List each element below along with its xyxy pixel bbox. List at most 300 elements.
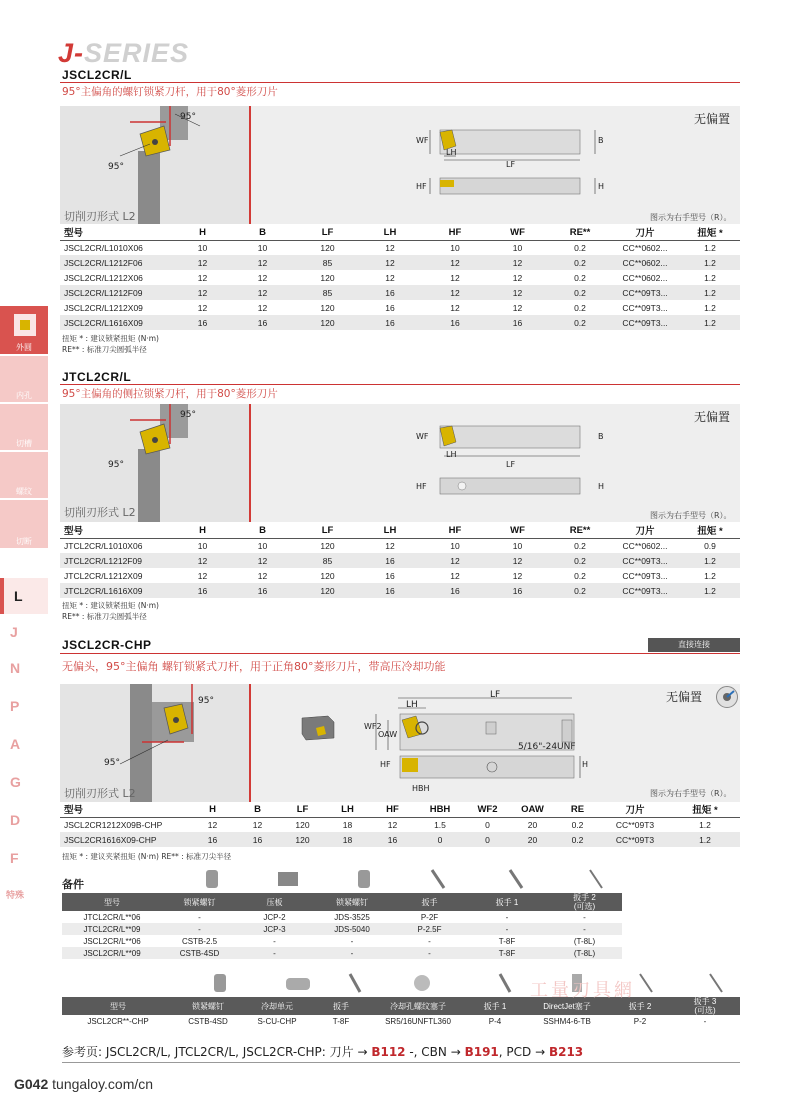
dimension-drawing [410,420,610,510]
table-cell: - [162,923,237,935]
col-header: LF [300,523,355,538]
col-header: B [225,225,300,240]
table-cell: 12 [252,819,263,830]
col-header: LH [355,225,425,240]
table-cell: CC**09T3 [600,832,670,847]
table-cell: 0 [415,832,465,847]
table-row [60,315,740,330]
table-cell: 0 [485,819,490,830]
table-cell: 18 [342,819,353,830]
col-header: 型号 [60,523,180,538]
table-cell: JSCL2CR/L**09 [62,947,162,959]
col-header: H [180,523,225,538]
acc-col-header: 扳手 1 [466,997,524,1015]
table-row [60,832,740,847]
table-cell: 12 [257,272,268,283]
col-header: HF [425,225,485,240]
section-code: JSCL2CR-CHP [62,638,152,652]
table-cell: 16 [180,583,225,598]
table-cell: 10 [450,540,460,551]
table-cell: 1.2 [680,315,740,330]
table-cell: 12 [512,272,523,283]
table-row [60,285,740,300]
table-cell: 12 [355,255,425,270]
acc-col-header: 压板 [237,893,312,911]
table-cell: JTCL2CR/L1010X06 [64,540,143,551]
letter-tab-d[interactable] [0,802,48,838]
reference-prefix: 参考页: JSCL2CR/L, JTCL2CR/L, JSCL2CR-CHP: 刀片 → [62,1045,372,1059]
table-cell: JSCL2CR/L1212X06 [64,272,143,283]
footnote-re: RE** : 标准刀尖圆弧半径 [62,345,147,354]
table-row [60,583,740,598]
letter-tab-label: 特殊 [6,890,25,900]
dim-oaw: OAW [378,730,398,739]
table-cell: T-8F [467,947,547,959]
dim-lf: LF [506,460,516,469]
table-row [62,947,622,959]
dimension-drawing [362,690,592,800]
page-footer [14,1076,153,1092]
table-cell: JTCL2CR/L1616X09 [60,583,180,598]
table-cell: - [505,912,509,922]
table-cell: 16 [235,832,280,847]
table-row [60,270,740,285]
coolant-icon [716,686,738,708]
table-cell: 120 [320,272,335,283]
table-cell: CC**09T3... [622,570,668,581]
table-cell: 12 [225,285,300,300]
acc-col-header: 锁紧螺钉 [162,893,237,911]
section-divider [60,82,740,83]
table-cell: 0 [465,832,510,847]
table-cell: 16 [225,315,300,330]
col-header: B [235,802,280,817]
table-cell: 0.2 [574,302,586,313]
table-cell: 120 [295,819,310,830]
table-cell: 16 [385,570,395,581]
table-cell: JDS-5040 [312,923,392,935]
angle-label: 95° [180,410,196,420]
col-header: LF [280,802,325,817]
letter-tab-label: A [10,736,21,752]
table-cell: JSCL2CR/L1616X09 [60,315,180,330]
table-cell: P-4 [488,1016,502,1026]
table-cell: 12 [197,272,208,283]
table-cell: 12 [257,302,268,313]
table-cell: - [467,923,547,935]
letter-tab-l[interactable] [0,578,48,614]
section-subtitle: 95°主偏角的螺钉锁紧刀杆，用于80°菱形刀片 [62,86,278,98]
col-header: HBH [415,802,465,817]
reference-mid: -, CBN → [405,1045,465,1059]
section-code: JTCL2CR/L [62,370,132,384]
letter-tab-p[interactable] [0,688,48,724]
spec-table [60,225,740,330]
acc-col-header: 型号 [62,997,174,1015]
acc-col-header: 型号 [62,893,162,911]
holder-drawing [60,106,250,224]
site-url[interactable]: tungaloy.com/cn [52,1076,154,1092]
accessory-icons-row [200,970,740,996]
table-cell: - [547,923,622,935]
clamp-icon [278,872,298,886]
table-cell: CC**09T3... [610,285,680,300]
angle-label: 95° [198,696,214,706]
table-cell: CC**0602... [622,242,668,253]
table-cell: CC**0602... [622,272,668,283]
col-header: LH [355,523,425,538]
table-cell: 85 [300,255,355,270]
dim-lh: LH [406,700,418,710]
table-cell: 0.2 [574,540,586,551]
table-cell: 12 [180,255,225,270]
dim-hf: HF [380,760,391,769]
col-header: RE [555,802,600,817]
table-cell: 10 [197,242,208,253]
footnote-re: RE** : 标准刀尖圆弧半径 [62,612,147,621]
no-offset-label: 无偏置 [666,690,703,704]
table-row [60,538,740,553]
table-cell: 85 [300,553,355,568]
table-cell: CC**09T3 [615,819,655,830]
table-cell: CSTB-4SD [162,947,237,959]
col-header: 型号 [60,225,180,240]
table-cell: 12 [385,242,395,253]
table-cell: P-2.5F [392,923,467,935]
accessories-table-2 [62,997,740,1027]
tab-partoff[interactable] [0,500,48,548]
table-cell: 12 [180,553,225,568]
letter-tab-n[interactable] [0,650,48,686]
letter-tab-special[interactable] [0,876,48,912]
table-cell: 10 [197,540,208,551]
table-cell: P-2F [420,912,439,922]
table-cell: 12 [257,570,268,581]
col-header: 刀片 [600,802,670,817]
table-cell: 12 [225,255,300,270]
table-cell: 120 [300,583,355,598]
table-cell: 16 [355,285,425,300]
table-row [62,1015,740,1027]
acc-col-header: 扳手 2 [610,997,670,1015]
table-cell: 0.2 [550,285,610,300]
dim-wf2: WF2 [364,722,382,731]
footnote-torque: 扭矩 * : 建议锁紧扭矩 (N·m) [62,334,159,343]
series-logo-rest: SERIES [84,38,190,68]
tab-external[interactable] [0,306,48,354]
dim-h: H [598,482,605,491]
right-hand-note: 图示为右手型号（R）。 [650,213,732,222]
table-cell: 12 [225,553,300,568]
table-cell: - [392,947,467,959]
letter-tab-f[interactable] [0,840,48,876]
table-cell: 0.2 [574,242,586,253]
col-header: 型号 [60,802,190,817]
table-cell: CC**09T3... [610,583,680,598]
table-cell: 16 [190,832,235,847]
reference-mid: , PCD → [498,1045,549,1059]
table-cell: SR5/16UNFTL360 [385,1016,451,1026]
table-cell: 12 [485,553,550,568]
dim-hbh: HBH [412,784,430,793]
col-header: LH [325,802,370,817]
table-cell: 16 [425,583,485,598]
no-offset-label: 无偏置 [694,410,731,424]
table-cell: - [703,1016,707,1026]
table-cell: 12 [197,302,208,313]
table-cell: 20 [510,832,555,847]
table-cell: 1.2 [704,302,716,313]
col-header: 扭矩 * [680,523,740,538]
table-cell: 1.2 [704,242,716,253]
screw-icon [358,870,370,888]
table-cell: 16 [180,315,225,330]
footnote [62,600,159,622]
cutting-edge-label: 切削刃形式 L2 [64,787,136,800]
dim-wf: WF [416,136,429,145]
table-cell: JSCL2CR/L**06 [83,936,141,946]
table-cell: 1.2 [670,832,740,847]
table-cell: - [312,947,392,959]
col-header: 扭矩 * [680,225,740,240]
angle-label: 95° [104,758,120,768]
table-cell: 16 [355,583,425,598]
series-logo [58,38,189,69]
dim-hf: HF [416,482,427,491]
dim-lf: LF [490,690,501,700]
table-cell: JTCL2CR/L1212X09 [64,570,143,581]
table-cell: 0.9 [704,540,716,551]
wrench-icon [590,870,602,888]
table-cell: (T-8L) [573,936,596,946]
table-cell: 0.2 [555,832,600,847]
acc-col-header: 扳手 1 [467,893,547,911]
table-cell: 120 [300,315,355,330]
table-cell: 16 [485,315,550,330]
table-cell: 10 [257,242,268,253]
reference-line [62,1043,583,1060]
col-header: WF2 [465,802,510,817]
acc-col-header: 锁紧螺钉 [174,997,242,1015]
letter-tab-label: G [10,774,21,790]
table-row [60,817,740,832]
table-cell: JTCL2CR/L**06 [83,912,141,922]
direct-connect-badge: 直接连接 [648,638,740,652]
table-cell: 16 [370,832,415,847]
dim-lh: LH [446,450,457,459]
table-cell: JSCL2CR1616X09-CHP [60,832,190,847]
tab-label: 外圆 [16,343,32,352]
letter-tab-label: F [10,850,19,866]
table-cell: CC**0602... [610,255,680,270]
table-cell: 1.2 [699,819,711,830]
cutting-figure [60,106,250,224]
table-cell: 12 [450,272,460,283]
table-cell: CSTB-4SD [188,1016,228,1026]
dim-lf: LF [506,160,516,169]
table-cell: 0.2 [550,315,610,330]
wrench-icon [432,870,444,888]
table-cell: 16 [425,315,485,330]
tool-3d-icon [298,712,338,742]
table-cell: CC**09T3... [610,553,680,568]
table-cell: CC**09T3... [622,302,668,313]
table-cell: 16 [485,583,550,598]
spec-table [60,523,740,598]
section-code: JSCL2CR/L [62,68,132,82]
table-cell: JSCL2CR/L1212F06 [60,255,180,270]
table-row [62,935,622,947]
table-cell: JTCL2CR/L**09 [62,923,162,935]
series-logo-j: J- [58,38,85,68]
tab-label: 内孔 [16,391,32,400]
table-cell: 0.2 [550,255,610,270]
acc-col-header: 扳手 3 (可选) [670,997,740,1015]
table-cell: 12 [385,272,395,283]
table-cell: JSCL2CR1212X09B-CHP [64,819,163,830]
table-cell: 10 [450,242,460,253]
screw-icon [206,870,218,888]
footnote-torque-re: 扭矩 * : 建议夹紧扭矩 (N·m) RE** : 标准刀尖半径 [62,852,232,861]
dim-lh: LH [446,148,457,157]
table-row [60,255,740,270]
table-cell: 20 [527,819,538,830]
table-cell: 12 [197,570,208,581]
table-cell: 12 [485,255,550,270]
figure-divider [249,404,251,522]
table-cell: JSCL2CR/L1212F09 [60,285,180,300]
accessories-title: 备件 [62,878,84,891]
angle-label: 95° [108,162,124,172]
accessory-icons-row [200,866,620,892]
table-cell: 120 [320,302,335,313]
tab-label: 切槽 [16,439,32,448]
table-cell: (T-8L) [547,947,622,959]
table-cell: 12 [207,819,218,830]
right-hand-note: 图示为右手型号（R）。 [650,789,732,798]
table-cell: 0.2 [571,819,584,830]
letter-tab-label: N [10,660,21,676]
acc-col-header: 扳手 [392,893,467,911]
table-cell: - [583,912,586,922]
table-cell: JCP-3 [237,923,312,935]
section-divider [60,653,740,654]
table-cell: P-2 [633,1016,647,1026]
col-header: WF [485,225,550,240]
table-cell: S-CU-CHP [257,1016,297,1026]
table-cell: 1.2 [680,255,740,270]
table-cell: 12 [450,570,460,581]
table-cell: 12 [485,285,550,300]
dim-wf: WF [416,432,429,441]
table-cell: 0.2 [574,570,586,581]
table-cell: 85 [300,285,355,300]
letter-tab-a[interactable] [0,726,48,762]
table-cell: - [237,947,312,959]
table-cell: 10 [512,540,523,551]
tab-label: 切断 [16,537,32,546]
section-subtitle: 95°主偏角的侧拉锁紧刀杆，用于80°菱形刀片 [62,388,278,400]
table-cell: 12 [512,302,523,313]
table-cell: 12 [387,819,398,830]
table-cell: - [273,936,276,946]
acc-col-header: 锁紧螺钉 [312,893,392,911]
table-row [60,553,740,568]
table-cell: 1.2 [680,553,740,568]
table-cell: 10 [257,540,268,551]
table-cell: 18 [325,832,370,847]
table-cell: 16 [355,315,425,330]
letter-tab-label: L [14,588,23,604]
table-cell: 1.2 [704,272,716,283]
angle-label: 95° [180,112,196,122]
section-subtitle: 无偏头，95°主偏角 螺钉锁紧式刀杆，用于正角80°菱形刀片，带高压冷却功能 [62,660,446,673]
spec-table [60,802,740,847]
footer-divider [62,1062,740,1063]
section-divider [60,384,740,385]
table-cell: 12 [180,285,225,300]
table-cell: JCP-2 [263,912,286,922]
reference-link-insert[interactable]: B112 [371,1045,406,1059]
table-cell: 1.2 [680,285,740,300]
table-cell: JSCL2CR/L1010X06 [64,242,143,253]
table-cell: CC**09T3... [610,315,680,330]
letter-tab-label: D [10,812,21,828]
table-cell: 16 [355,553,425,568]
letter-tab-j[interactable] [0,614,48,650]
cutting-edge-label: 切削刃形式 L2 [64,210,136,223]
col-header: H [180,225,225,240]
acc-col-header: 扳手 [312,997,370,1015]
table-cell: 120 [320,570,335,581]
table-cell: 12 [425,255,485,270]
table-row [60,240,740,255]
dim-hf: HF [416,182,427,191]
reference-link-pcd[interactable]: B213 [548,1045,584,1059]
table-row [60,568,740,583]
table-cell: 1.5 [434,819,446,830]
table-cell: 16 [225,583,300,598]
tab-grooving[interactable] [0,404,48,450]
watermark: 工量刃具網 [530,980,635,1001]
tab-internal[interactable] [0,356,48,402]
no-offset-label: 无偏置 [694,112,731,126]
letter-tab-g[interactable] [0,764,48,800]
accessories-table-1 [62,893,622,959]
acc-col-header: DirectJet塞子 [524,997,610,1015]
dim-h: H [598,182,605,191]
table-cell: 0.2 [550,553,610,568]
table-row [62,923,622,935]
tab-threading[interactable] [0,452,48,498]
col-header: RE** [550,523,610,538]
table-row [62,911,622,923]
col-header: B [225,523,300,538]
figure-divider [249,684,251,802]
table-cell: 1.2 [680,583,740,598]
table-cell: - [428,936,431,946]
letter-tab-label: J [10,624,18,640]
table-row [60,300,740,315]
table-cell: 120 [320,242,335,253]
table-cell: - [198,912,201,922]
footnote [62,851,231,862]
reference-link-cbn[interactable]: B191 [464,1045,499,1059]
table-cell: 0.2 [550,583,610,598]
table-cell: 12 [425,553,485,568]
table-cell: 12 [450,302,460,313]
col-header: WF [485,523,550,538]
